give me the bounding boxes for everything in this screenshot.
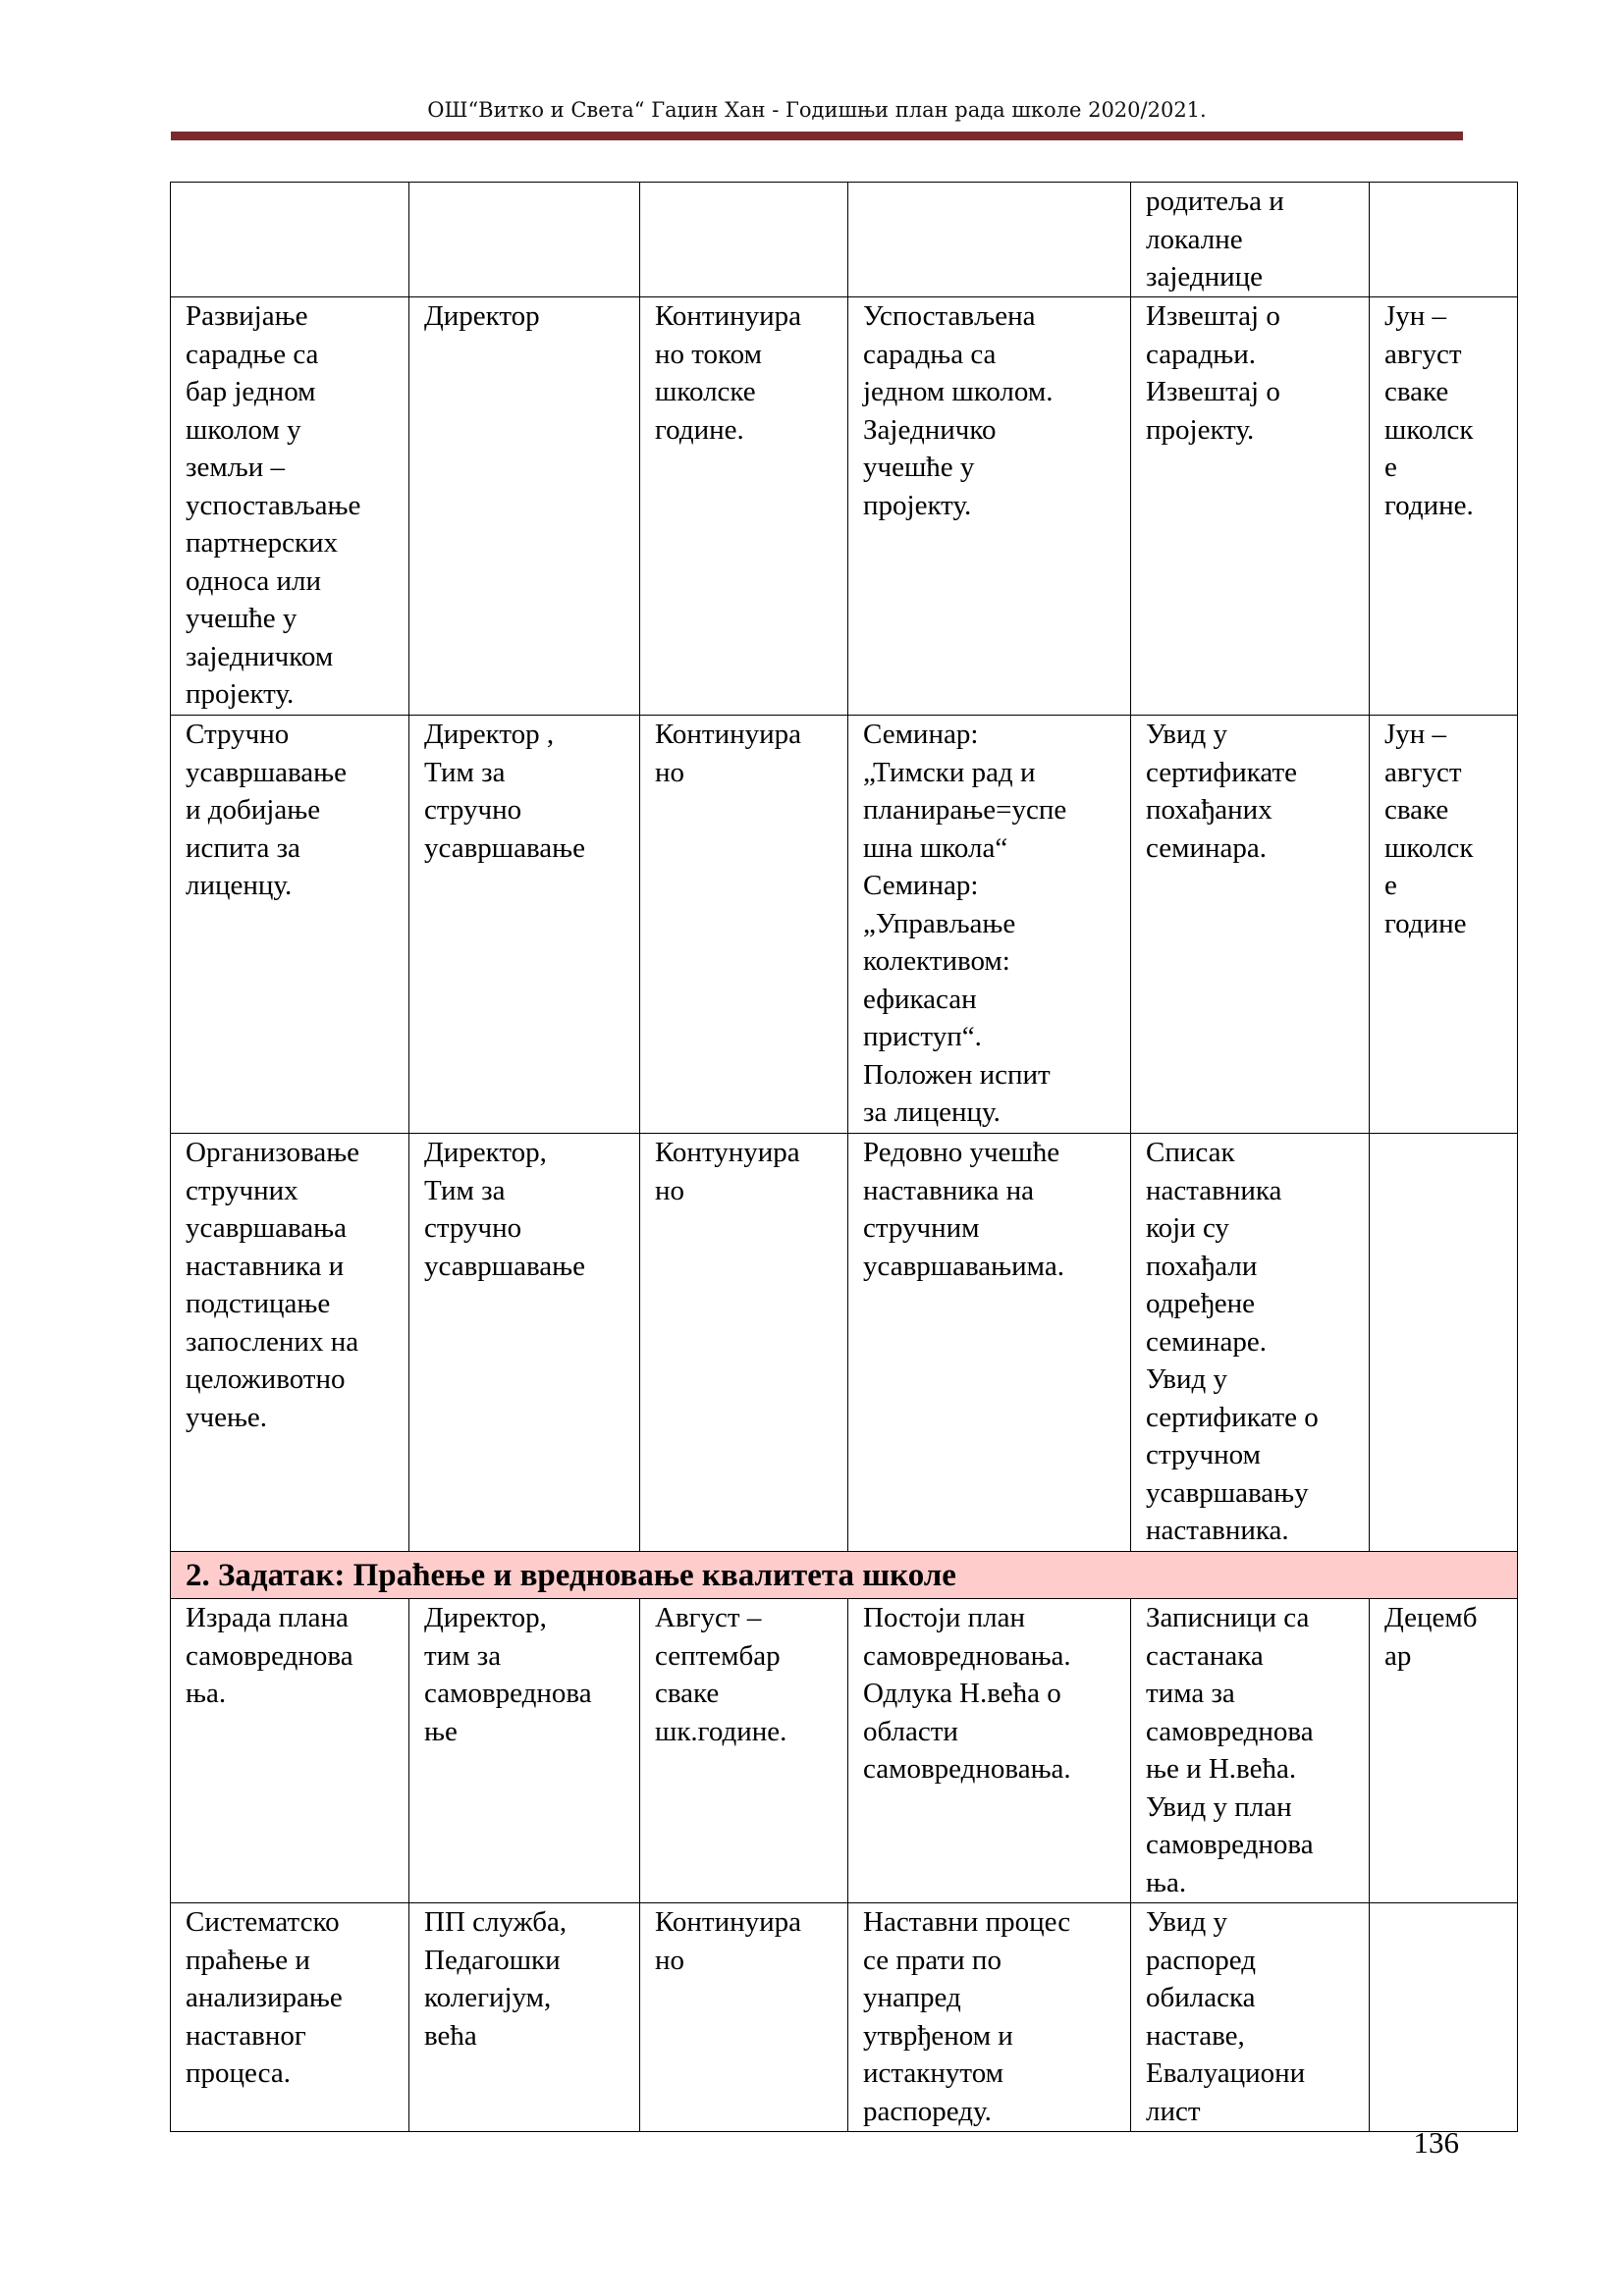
table-row: [171, 183, 1518, 297]
table-cell: Увид у сертификате похађаних семинара.: [1131, 716, 1370, 1134]
table-cell: Јун – август сваке школск е године: [1370, 716, 1518, 1134]
table-cell: Континуира но током школске године.: [640, 297, 848, 716]
table-cell: [409, 183, 640, 297]
table-cell: Континуира но: [640, 716, 848, 1134]
table-cell: [1370, 1903, 1518, 2132]
table-cell: Август – септембар сваке шк.године.: [640, 1599, 848, 1903]
table-cell: Увид у распоред обиласка наставе, Евалуациони лист: [1131, 1903, 1370, 2132]
table-cell: [171, 183, 409, 297]
table-cell: Постоји план самовредновања. Одлука Н.већа о области самовредновања.: [848, 1599, 1131, 1903]
table-cell: Развијање сарадње са бар једном школом у земљи – успостављање партнерских односа или учешће у заједничком пројекту.: [171, 297, 409, 716]
table-cell: Наставни процес се прати по унапред утврђеном и истакнутом распореду.: [848, 1903, 1131, 2132]
page-number: 136: [1413, 2125, 1459, 2160]
table-row: [171, 1903, 1518, 2132]
table-cell: [1370, 1134, 1518, 1552]
table-cell: Стручно усавршавање и добијање испита за лиценцу.: [171, 716, 409, 1134]
table-cell: Децемб ар: [1370, 1599, 1518, 1903]
table-cell: Записници са састанака тима за самовреднова ње и Н.већа. Увид у план самовреднова ња.: [1131, 1599, 1370, 1903]
table-cell: Контунуира но: [640, 1134, 848, 1552]
table-row: [171, 297, 1518, 716]
table-row: [171, 1599, 1518, 1903]
table-cell: Јун – август сваке школск е године.: [1370, 297, 1518, 716]
table-cell: Редовно учешће наставника на стручним усавршавањима.: [848, 1134, 1131, 1552]
table-cell: Директор, тим за самовреднова ње: [409, 1599, 640, 1903]
table-cell: Директор: [409, 297, 640, 716]
table-cell: Организовање стручних усавршавања наставника и подстицање запослених на целоживотно учење.: [171, 1134, 409, 1552]
table-cell: ПП служба, Педагошки колегијум, већа: [409, 1903, 640, 2132]
table-cell: родитеља и локалне заједнице: [1131, 183, 1370, 297]
table-cell: [1370, 183, 1518, 297]
table-cell: Успостављена сарадња са једном школом. Заједничко учешће у пројекту.: [848, 297, 1131, 716]
header-rule: [171, 132, 1463, 140]
table-row: [171, 1134, 1518, 1552]
section-row: [171, 1552, 1518, 1599]
table-cell: Континуира но: [640, 1903, 848, 2132]
table-cell: Израда плана самовреднова ња.: [171, 1599, 409, 1903]
plan-table: [170, 182, 1518, 2132]
table-cell: Систематско праћење и анализирање наставног процеса.: [171, 1903, 409, 2132]
table-row: [171, 716, 1518, 1134]
table-cell: Директор, Тим за стручно усавршавање: [409, 1134, 640, 1552]
table-cell: [848, 183, 1131, 297]
table-cell: Извештај о сарадњи. Извештај о пројекту.: [1131, 297, 1370, 716]
section-title: 2. Задатак: Праћење и вредновање квалитета школе: [171, 1552, 1518, 1599]
table-cell: [640, 183, 848, 297]
table-cell: Списак наставника који су похађали одређене семинаре. Увид у сертификате о стручном усавршавању наставника.: [1131, 1134, 1370, 1552]
table-cell: Семинар: „Тимски рад и планирање=успе шна школа“ Семинар: „Управљање колективом: ефикасан приступ“. Положен испит за лиценцу.: [848, 716, 1131, 1134]
page-header: ОШ“Витко и Света“ Гаџин Хан - Годишњи план рада школе 2020/2021.: [427, 98, 1207, 122]
table-cell: Директор , Тим за стручно усавршавање: [409, 716, 640, 1134]
